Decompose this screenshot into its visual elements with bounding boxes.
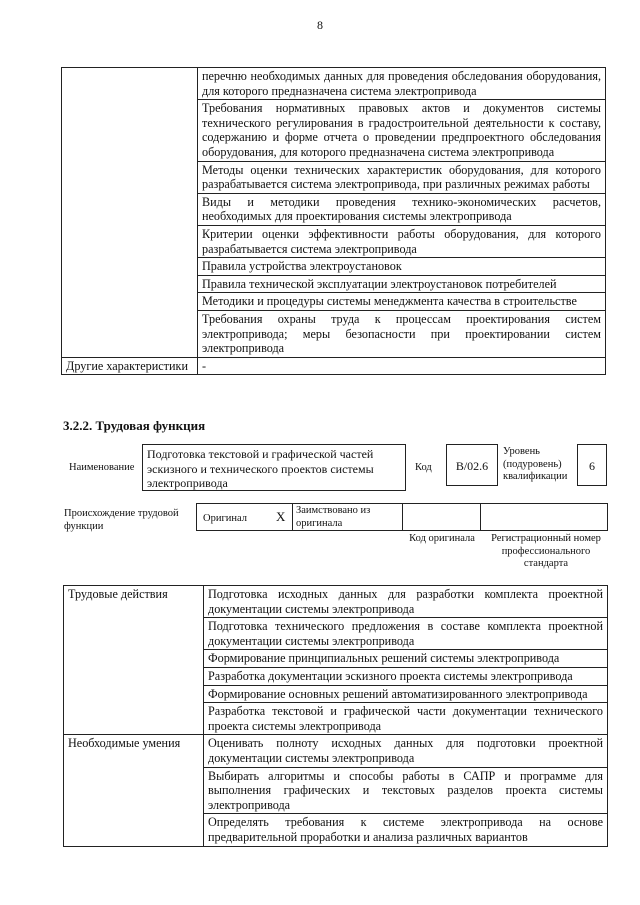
knowledge-item: Методы оценки технических характеристик оборудования, для которого разрабатывается система электропривода, при различных режимах работы xyxy=(198,161,606,193)
level-label: Уровень (подуровень) квалификации xyxy=(503,446,568,482)
required-skills-label: Необходимые умения xyxy=(64,735,204,846)
knowledge-item: Требования нормативных правовых актов и документов системы технического регулирования в градостроительной деятельности к составу, содержанию и форме отчета о проведении предпроектного обследования оборудования, для которого предназначена система электропривода xyxy=(198,100,606,161)
skill-item: Определять требования к системе электропривода на основе предварительной проработки и анализа различных вариантов xyxy=(204,814,608,846)
origin-divider-3 xyxy=(480,503,481,531)
page-number: 8 xyxy=(317,18,323,32)
code-value: B/02.6 xyxy=(455,459,489,473)
level-value: 6 xyxy=(589,459,595,473)
level-box xyxy=(577,444,607,486)
original-mark: X xyxy=(276,509,286,524)
knowledge-item: Правила устройства электроустановок xyxy=(198,258,606,276)
original-label: Оригинал xyxy=(203,513,247,524)
knowledge-item: Критерии оценки эффективности работы оборудования, для которого разрабатывается система электропривода xyxy=(198,225,606,257)
code-label: Код xyxy=(415,462,432,473)
other-characteristics-label: Другие характеристики xyxy=(62,357,198,375)
labor-actions-label: Трудовые действия xyxy=(64,586,204,735)
borrowed-label: Заимствовано из оригинала xyxy=(296,505,371,529)
labor-action-item: Формирование принципиальных решений системы электропривода xyxy=(204,650,608,668)
labor-action-item: Разработка документации эскизного проекта системы электропривода xyxy=(204,667,608,685)
function-name-box xyxy=(142,444,406,491)
code-original-caption: Код оригинала xyxy=(409,533,475,544)
knowledge-table xyxy=(61,67,606,375)
function-name-value: Подготовка текстовой и графической частей эскизного и технического проектов системы электропривода xyxy=(147,447,374,490)
knowledge-item: Виды и методики проведения технико-экономических расчетов, необходимых для проектирования системы электропривода xyxy=(198,193,606,225)
origin-divider-1 xyxy=(292,503,293,531)
section-heading: 3.2.2. Трудовая функция xyxy=(63,418,206,433)
skill-item: Оценивать полноту исходных данных для подготовки проектной документации системы электропривода xyxy=(204,735,608,767)
knowledge-item: Методики и процедуры системы менеджмента качества в строительстве xyxy=(198,293,606,311)
name-label: Наименование xyxy=(69,462,135,473)
knowledge-label-cell xyxy=(62,68,198,358)
labor-action-item: Подготовка исходных данных для разработки комплекта проектной документации системы электропривода xyxy=(204,586,608,618)
origin-divider-2 xyxy=(402,503,403,531)
registration-caption: Регистрационный номер профессионального стандарта xyxy=(491,533,601,569)
labor-action-item: Формирование основных решений автоматизированного электропривода xyxy=(204,685,608,703)
labor-action-item: Разработка текстовой и графической части документации технического проекта системы электропривода xyxy=(204,703,608,735)
other-characteristics-value: - xyxy=(198,357,606,375)
code-box xyxy=(446,444,498,486)
skill-item: Выбирать алгоритмы и способы работы в САПР и программе для выполнения графических и текстовых разделов проекта системы электропривода xyxy=(204,767,608,814)
knowledge-item: Правила технической эксплуатации электроустановок потребителей xyxy=(198,275,606,293)
knowledge-item: перечню необходимых данных для проведения обследования оборудования, для которого предназначена система электропривода xyxy=(198,68,606,100)
origin-label: Происхождение трудовой функции xyxy=(64,508,179,532)
labor-action-item: Подготовка технического предложения в составе комплекта проектной документации системы электропривода xyxy=(204,618,608,650)
labor-table xyxy=(63,585,608,847)
knowledge-item: Требования охраны труда к процессам проектирования систем электропривода; меры безопасности при проектировании систем электропривода xyxy=(198,310,606,357)
